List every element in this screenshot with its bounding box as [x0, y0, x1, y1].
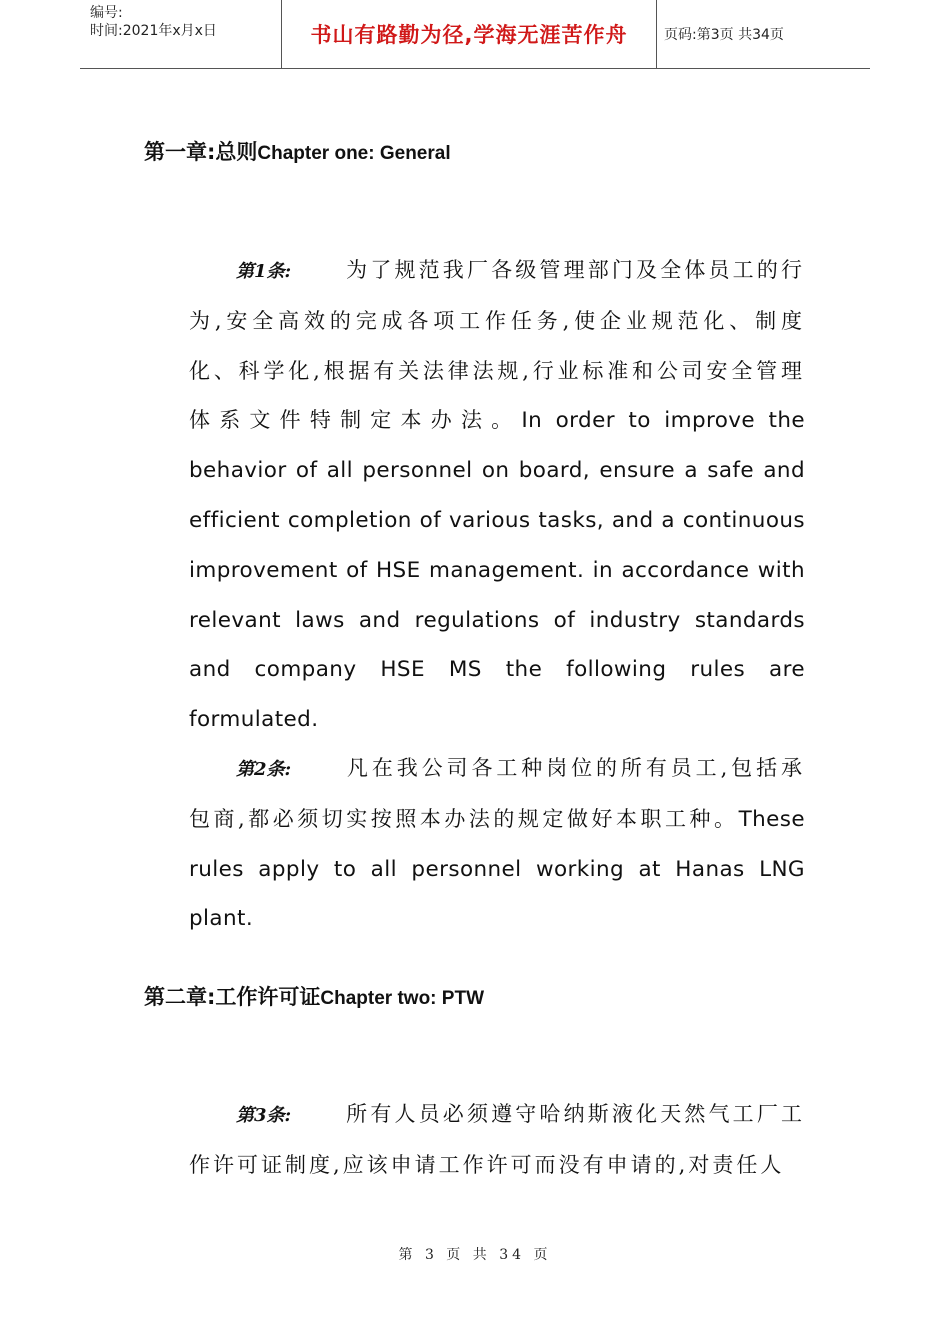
article-2-number: 第2条: [236, 759, 292, 780]
article-1-text-zh: 为了规范我厂各级管理部门及全体员工的行为,安全高效的完成各项工作任务,使企业规范化、制度化、科学化,根据有关法律法规,行业标准和公司安全管理体系文件特制定本办法。 [189, 258, 805, 433]
header-page-info: 页码:第3页 共34页 [664, 27, 784, 43]
article-2-text-zh: 凡在我公司各工种岗位的所有员工,包括承包商,都必须切实按照本办法的规定做好本职工种。 [189, 756, 805, 831]
article-3 [189, 1090, 805, 1191]
article-2 [189, 744, 805, 944]
article-1 [189, 246, 805, 745]
chapter-two-title-zh: 第二章:工作许可证 [144, 985, 321, 1009]
chapter-one-heading [144, 136, 451, 166]
article-3-text-zh: 所有人员必须遵守哈纳斯液化天然气工厂工作许可证制度,应该申请工作许可而没有申请的,对责任人 [189, 1102, 805, 1177]
article-1-number: 第1条: [236, 261, 292, 282]
page-footer: 第 3 页 共 34 页 [398, 1247, 552, 1263]
page-header [80, 0, 870, 69]
chapter-two-title-en: Chapter two: PTW [320, 988, 485, 1009]
article-2-text-en: These rules apply to all personnel working at Hanas LNG plant. [189, 806, 805, 932]
serial-number-label: 编号: [90, 5, 123, 21]
article-1-text-en: In order to improve the behavior of all personnel on board, ensure a safe and efficient completion of various tasks, and a continuous improvement of HSE management. in accordance with relevant laws and regulations of industry standards and company HSE MS the following rules are formulated. [189, 408, 805, 733]
chapter-one-title-en: Chapter one: General [257, 143, 451, 164]
header-motto: 书山有路勤为径,学海无涯苦作舟 [281, 0, 657, 68]
article-3-number: 第3条: [236, 1105, 292, 1126]
date-label: 时间:2021年x月x日 [90, 23, 217, 39]
header-meta [90, 4, 285, 40]
chapter-two-heading [144, 981, 484, 1011]
chapter-one-title-zh: 第一章:总则 [144, 140, 258, 164]
